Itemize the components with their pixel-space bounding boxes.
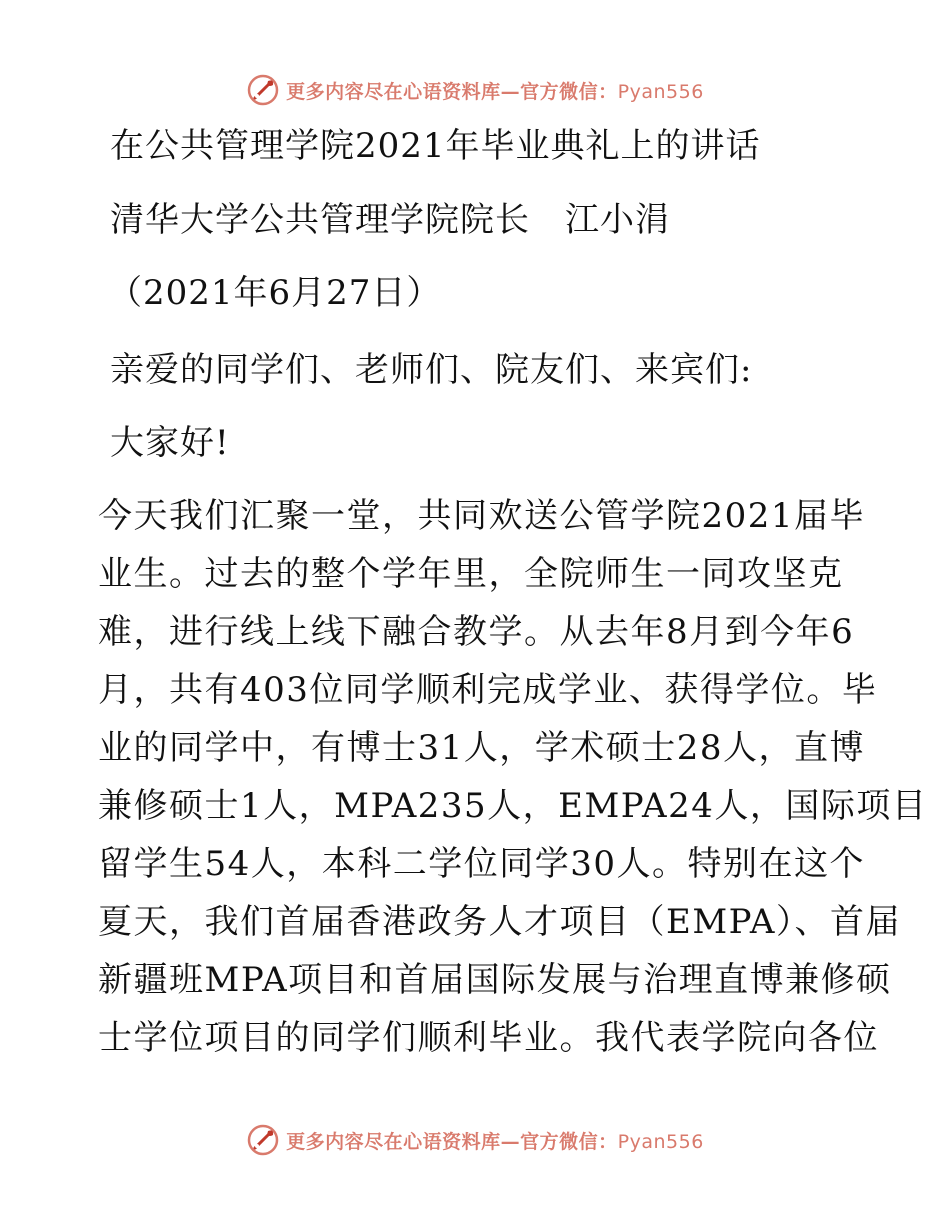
body-line: 夏天，我们首届香港政务人才项目（EMPA）、首届 xyxy=(98,902,901,942)
watermark-wechat: Pyan556 xyxy=(617,80,704,103)
watermark-text: 更多内容尽在心语资料库—官方微信：Pyan556 xyxy=(286,1130,704,1153)
speech-body xyxy=(98,495,928,1075)
watermark-text: 更多内容尽在心语资料库—官方微信：Pyan556 xyxy=(286,80,704,103)
body-line: 留学生54人，本科二学位同学30人。特别在这个 xyxy=(98,844,866,884)
speech-author: 清华大学公共管理学院院长 江小涓 xyxy=(110,200,670,240)
body-line: 新疆班MPA项目和首届国际发展与治理直博兼修硕 xyxy=(98,960,892,1000)
speech-title: 在公共管理学院2021年毕业典礼上的讲话 xyxy=(110,126,761,166)
watermark-banner-top xyxy=(0,70,950,110)
salutation: 亲爱的同学们、老师们、院友们、来宾们: xyxy=(110,350,753,390)
body-line: 兼修硕士1人，MPA235人，EMPA24人，国际项目 xyxy=(98,786,928,826)
body-line: 月，共有403位同学顺利完成学业、获得学位。毕 xyxy=(98,670,878,710)
body-line: 业生。过去的整个学年里，全院师生一同攻坚克 xyxy=(98,554,844,594)
hello-line: 大家好! xyxy=(110,423,230,463)
quill-logo-icon xyxy=(246,1123,280,1157)
body-line: 难，进行线上线下融合教学。从去年8月到今年6 xyxy=(98,612,855,652)
body-line: 士学位项目的同学们顺利毕业。我代表学院向各位 xyxy=(98,1018,879,1058)
quill-logo-icon xyxy=(246,73,280,107)
watermark-wechat: Pyan556 xyxy=(617,1130,704,1153)
body-line: 今天我们汇聚一堂，共同欢送公管学院2021届毕 xyxy=(98,496,866,536)
speech-date: （2021年6月27日） xyxy=(108,273,442,313)
watermark-banner-bottom xyxy=(0,1120,950,1160)
body-line: 业的同学中，有博士31人，学术硕士28人，直博 xyxy=(98,728,866,768)
